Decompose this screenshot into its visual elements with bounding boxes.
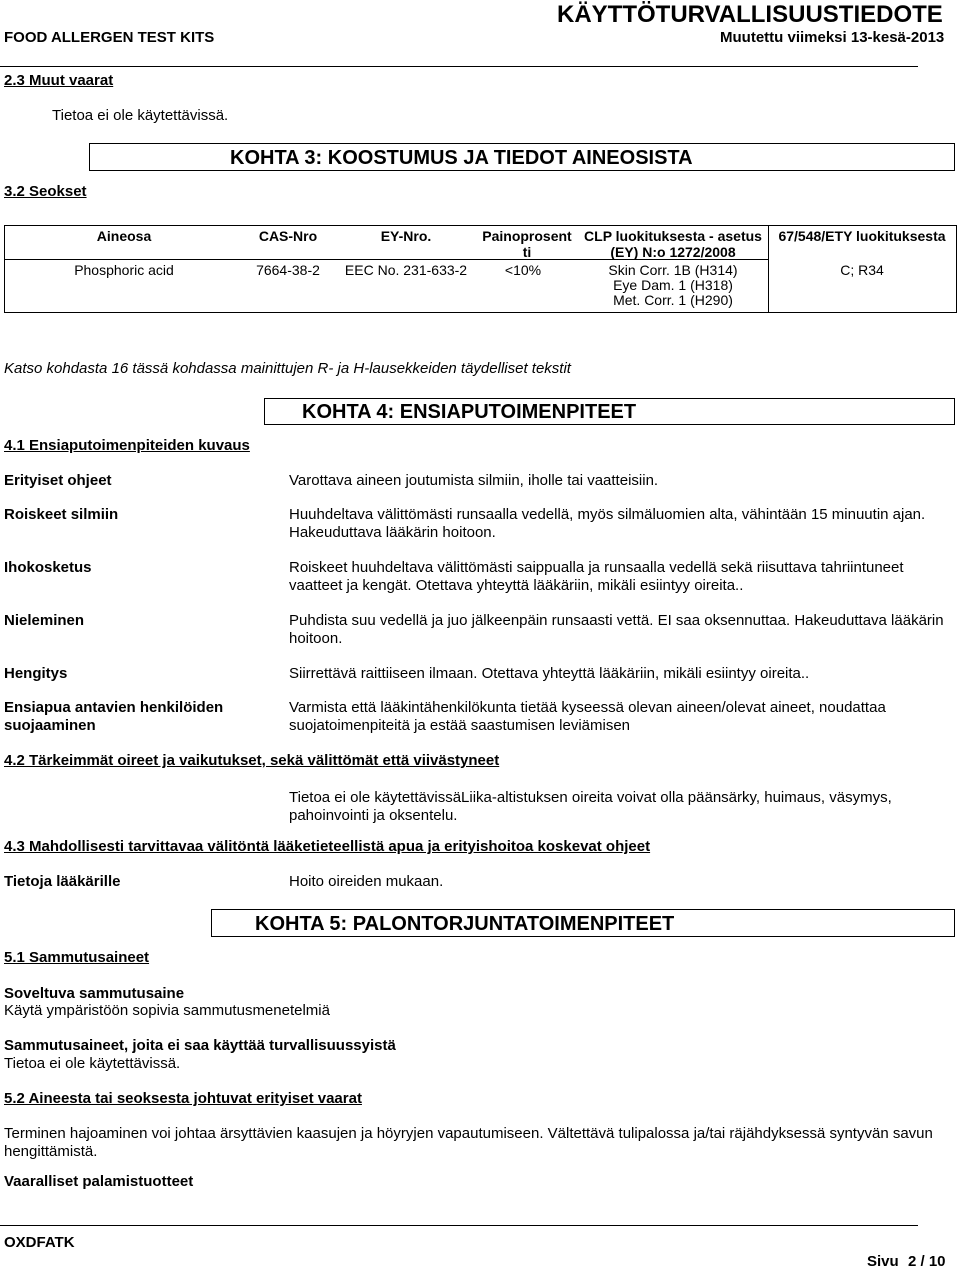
first-aid-text: Roiskeet huuhdeltava välittömästi saippualla ja runsaalla vedellä sekä riisuttava tahriintuneet vaatteet ja kengät. Otettava yhteyttä lääkäriin, mikäli esiintyy oireita.. — [289, 559, 904, 594]
hazardous-combustion-label: Vaaralliset palamistuotteet — [4, 1173, 194, 1190]
section-4-3-label: Tietoja lääkärille — [4, 873, 121, 890]
row-clp-2: Eye Dam. 1 (H318) — [613, 277, 733, 293]
product-code: OXDFATK — [4, 1234, 75, 1251]
row-directive: C; R34 — [840, 262, 884, 278]
section-4-3-title: 4.3 Mahdollisesti tarvittavaa välitöntä lääketieteellistä apua ja erityishoitoa koskevat ohjeet — [4, 838, 651, 855]
first-aid-text: Varmista että lääkintähenkilökunta tietää kyseessä olevan aineen/olevat aineet, noudattaa suojatoimenpiteitä ja estää saastumisen leviämisen — [289, 699, 886, 734]
first-aid-label: Roiskeet silmiin — [4, 506, 119, 523]
section-3-2-title: 3.2 Seokset — [4, 183, 87, 200]
page-label: Sivu — [867, 1253, 899, 1270]
first-aid-label: Ihokosketus — [4, 559, 92, 576]
col-header-clp-1: CLP luokituksesta - asetus — [584, 228, 762, 244]
footer-rule — [0, 1225, 918, 1226]
col-header-ey: EY-Nro. — [380, 228, 432, 244]
row-pct: <10% — [504, 262, 542, 278]
first-aid-label: Hengitys — [4, 665, 68, 682]
col-header-directive: 67/548/ETY luokituksesta — [778, 228, 946, 244]
unsuitable-media-label: Sammutusaineet, joita ei saa käyttää turvallisuussyistä — [4, 1037, 396, 1054]
row-aineosa: Phosphoric acid — [74, 262, 174, 278]
section-4-2-title: 4.2 Tärkeimmät oireet ja vaikutukset, sekä välittömät että viivästyneet — [4, 752, 500, 769]
suitable-media-label: Soveltuva sammutusaine — [4, 985, 185, 1002]
col-header-cas: CAS-Nro — [258, 228, 318, 244]
col-header-pct-1: Painoprosent — [482, 228, 572, 244]
section-3-heading: KOHTA 3: KOOSTUMUS JA TIEDOT AINEOSISTA — [89, 143, 955, 171]
first-aid-label: Ensiapua antavien henkilöiden suojaaminen — [4, 699, 224, 734]
first-aid-label: Erityiset ohjeet — [4, 472, 112, 489]
section-4-1-title: 4.1 Ensiaputoimenpiteiden kuvaus — [4, 437, 250, 454]
table-divider — [768, 226, 769, 312]
revision-date: Muutettu viimeksi 13-kesä-2013 — [720, 29, 945, 46]
section-5-heading: KOHTA 5: PALONTORJUNTATOIMENPITEET — [211, 909, 955, 937]
first-aid-text: Puhdista suu vedellä ja juo jälkeenpäin runsaasti vettä. EI saa oksennuttaa. Hakeuduttava lääkärin hoitoon. — [289, 612, 944, 647]
row-clp-3: Met. Corr. 1 (H290) — [613, 292, 733, 308]
first-aid-text: Varottava aineen joutumista silmiin, iholle tai vaatteisiin. — [289, 472, 659, 489]
row-clp-1: Skin Corr. 1B (H314) — [608, 262, 738, 278]
section-5-2-text: Terminen hajoaminen voi johtaa ärsyttävien kaasujen ja höyryjen vapautumiseen. Vältettävä tulipalossa ja/tai räjähdyksessä syntyvän savun hengittämistä. — [4, 1125, 933, 1160]
suitable-media-text: Käytä ympäristöön sopivia sammutusmenetelmiä — [4, 1002, 330, 1019]
section-4-3-text: Hoito oireiden mukaan. — [289, 873, 444, 890]
company-name: FOOD ALLERGEN TEST KITS — [4, 29, 215, 46]
col-header-clp-2: (EY) N:o 1272/2008 — [610, 244, 736, 260]
first-aid-text: Huuhdeltava välittömästi runsaalla vedellä, myös silmäluomien alta, vähintään 15 minuutin ajan. Hakeuduttava lääkärin hoitoon. — [289, 506, 926, 541]
col-header-pct-2: ti — [522, 244, 532, 260]
section-4-2-text: Tietoa ei ole käytettävissäLiika-altistuksen oireita voivat olla päänsärky, huimaus, väsymys, pahoinvointi ja oksentelu. — [289, 789, 892, 824]
row-cas: 7664-38-2 — [256, 262, 320, 278]
page-number: 2 / 10 — [908, 1253, 946, 1270]
section-4-heading: KOHTA 4: ENSIAPUTOIMENPITEET — [264, 398, 955, 425]
first-aid-label: Nieleminen — [4, 612, 85, 629]
col-header-aineosa: Aineosa — [96, 228, 152, 244]
header-rule — [0, 66, 918, 67]
row-ey: EEC No. 231-633-2 — [344, 262, 468, 278]
section-2-3-title: 2.3 Muut vaarat — [4, 72, 114, 89]
document-title: KÄYTTÖTURVALLISUUSTIEDOTE — [557, 1, 943, 28]
section-2-3-text: Tietoa ei ole käytettävissä. — [52, 107, 229, 124]
section-5-1-title: 5.1 Sammutusaineet — [4, 949, 150, 966]
section-5-2-title: 5.2 Aineesta tai seoksesta johtuvat erityiset vaarat — [4, 1090, 362, 1107]
r-h-phrases-note: Katso kohdasta 16 tässä kohdassa mainittujen R- ja H-lausekkeiden täydelliset tekstit — [4, 360, 571, 377]
first-aid-text: Siirrettävä raittiiseen ilmaan. Otettava yhteyttä lääkäriin, mikäli esiintyy oireita.. — [289, 665, 810, 682]
unsuitable-media-text: Tietoa ei ole käytettävissä. — [4, 1055, 181, 1072]
